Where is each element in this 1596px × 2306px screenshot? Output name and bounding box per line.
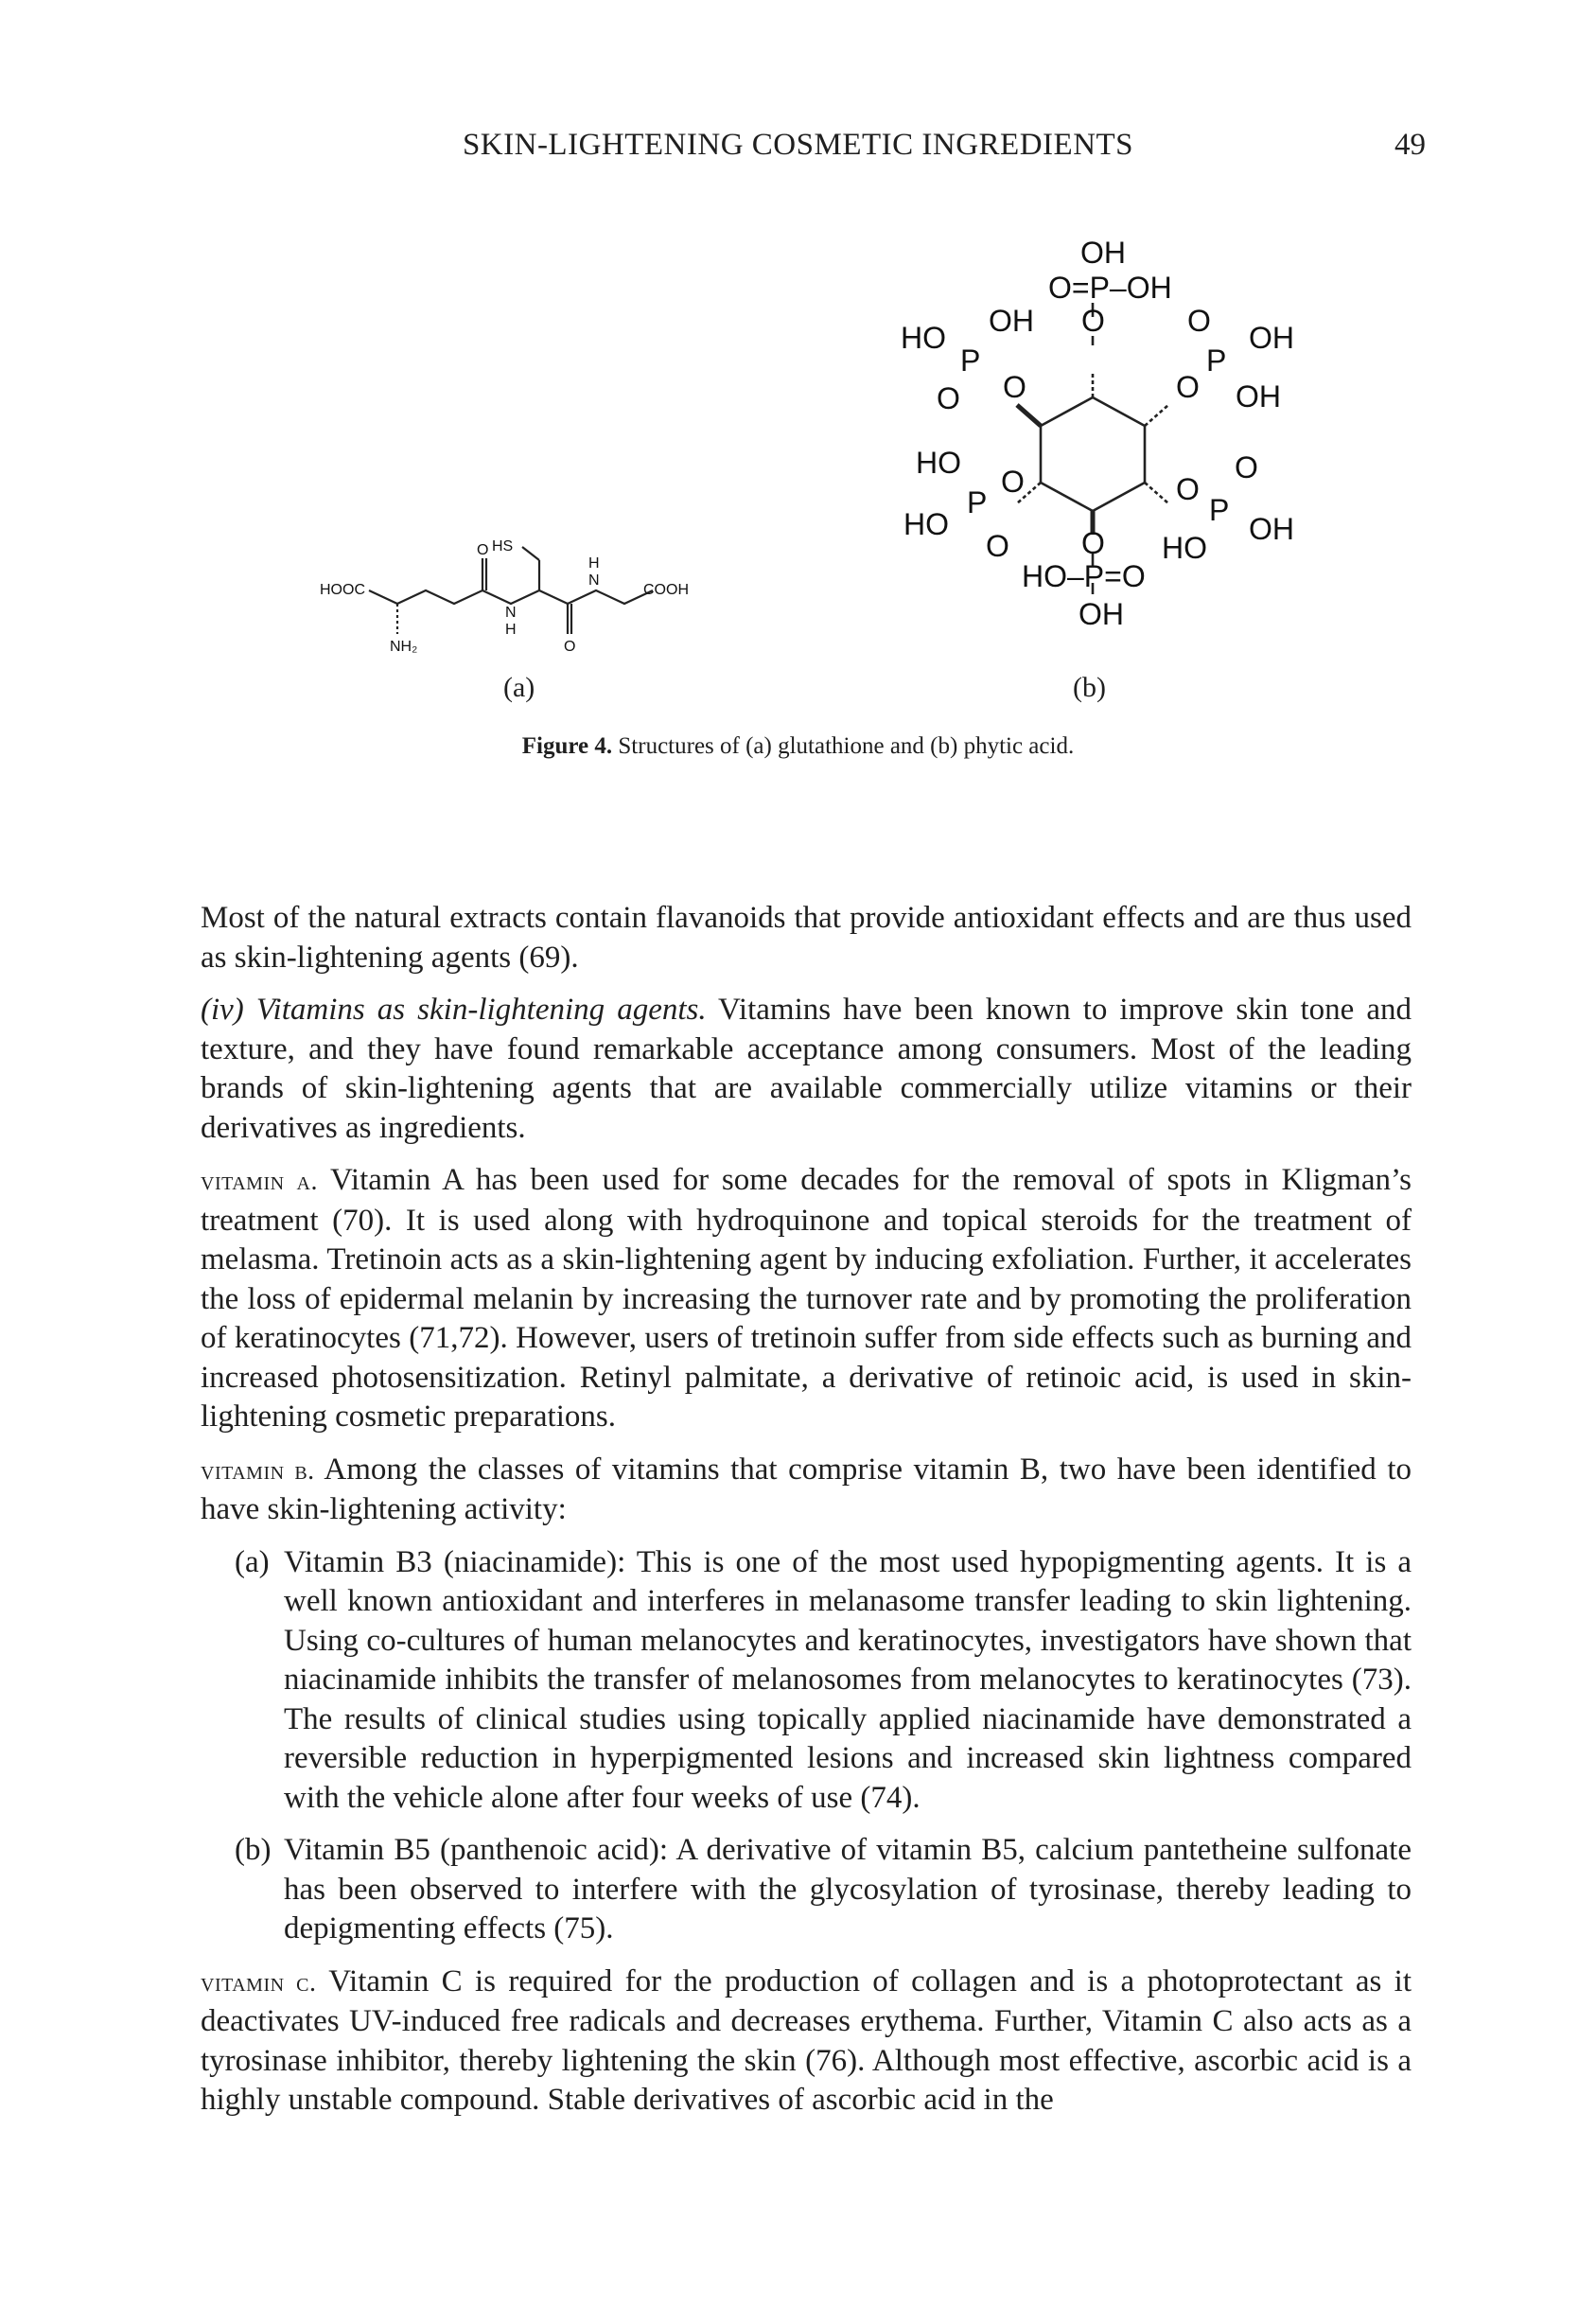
list-item-text: Vitamin B5 (panthenoic acid): A derivative of vitamin B5, calcium pantetheine sulfonate has been observed to interfere with the glycosylation of tyrosinase, thereby leading to depigmenting effects (75). [284, 1833, 1412, 1945]
heading-vitamin-a: vitamin a. [201, 1167, 318, 1196]
svg-text:O: O [1176, 472, 1200, 506]
svg-text:O: O [477, 542, 489, 558]
svg-text:COOH: COOH [643, 582, 689, 598]
page-number: 49 [1394, 128, 1426, 162]
paragraph-vitamin-a-text: Vitamin A has been used for some decades for the removal of spots in Kligman’s treatment (70). It is used along with hydroquinone and topical steroids for the treatment of melasma. Tretinoin acts as a skin-lightening agent by inducing exfoliation. Further, it accelerates the loss of epidermal melanin by increasing the turnover rate and by promoting the proliferation of keratinocytes (71,72). However, users of tretinoin suffer from side effects such as burning and increased photosensitization. Retinyl palmitate, a derivative of retinoic acid, is used in skin-lightening cosmetic preparations. [201, 1163, 1412, 1434]
paragraph-vitamin-a [201, 1161, 1412, 1437]
paragraph-vitamin-c [201, 1963, 1412, 2121]
svg-text:HO: HO [916, 446, 961, 480]
paragraph-natural-extracts: Most of the natural extracts contain flavanoids that provide antioxidant effects and are thus used as skin-lightening agents (69). [201, 901, 1412, 975]
svg-text:OH: OH [1236, 379, 1281, 414]
svg-text:O: O [1081, 526, 1105, 560]
svg-text:HOOC: HOOC [320, 582, 365, 598]
body-text [201, 899, 1412, 2134]
svg-text:P: P [1209, 493, 1230, 527]
svg-text:P: P [967, 485, 988, 519]
svg-text:O: O [1001, 465, 1025, 499]
svg-text:OH: OH [1249, 321, 1294, 355]
panel-b-label: (b) [1073, 672, 1106, 703]
svg-text:H: H [505, 622, 517, 638]
svg-text:P: P [1206, 343, 1227, 378]
paragraph-vitamins [201, 991, 1412, 1148]
list-item-text: Vitamin B3 (niacinamide): This is one of the most used hypopigmenting agents. It is a well known antioxidant and interferes in melanasome transfer leading to skin lightening. Using co-cultures of human melanocytes and keratinocytes, investigators have shown that niacinamide inhibits the transfer of melanosomes from melanocytes to keratinocytes (73). The results of clinical studies using topically applied niacinamide have demonstrated a reversible reduction in hyperpigmented lesions and increased skin lightness compared with the vehicle alone after four weeks of use (74). [284, 1544, 1412, 1815]
panel-a-label: (a) [503, 672, 535, 703]
svg-text:HO: HO [903, 507, 949, 541]
svg-text:OH: OH [1080, 236, 1126, 270]
paragraph-vitamins-text: Vitamins have been known to improve skin tone and texture, and they have found remarkable acceptance among consumers. Most of the leading brands of skin-lightening agents that are available commercially utilize vitamins or their derivatives as ingredients. [201, 993, 1412, 1145]
paragraph-vitamin-b-text: Among the classes of vitamins that comprise vitamin B, two have been identified to have skin-lightening activity: [201, 1452, 1412, 1526]
heading-vitamin-c: vitamin c. [201, 1967, 317, 1998]
caption-label: Figure 4. [521, 733, 613, 759]
svg-text:O: O [1187, 304, 1211, 338]
svg-text:O: O [986, 529, 1009, 563]
svg-text:O: O [1235, 450, 1258, 484]
glutathione-labels [320, 538, 689, 655]
vitamin-b-list [201, 1543, 1412, 1949]
list-item [201, 1543, 1412, 1819]
list-marker: (b) [235, 1833, 272, 1867]
running-header: SKIN-LIGHTENING COSMETIC INGREDIENTS [462, 128, 1134, 162]
svg-text:OH: OH [1249, 512, 1294, 546]
svg-text:O: O [1176, 370, 1200, 404]
svg-text:O: O [937, 381, 960, 415]
svg-text:HO–P=O: HO–P=O [1022, 559, 1146, 593]
list-marker: (a) [235, 1544, 270, 1579]
list-item [201, 1831, 1412, 1949]
svg-text:P: P [960, 343, 981, 378]
svg-text:OH: OH [989, 304, 1034, 338]
svg-text:O=P–OH: O=P–OH [1048, 271, 1172, 305]
svg-text:HS: HS [492, 538, 514, 554]
svg-text:HO: HO [901, 321, 946, 355]
paragraph-vitamin-b [201, 1451, 1412, 1530]
section-heading-vitamins: (iv) Vitamins as skin-lightening agents. [201, 993, 707, 1027]
heading-vitamin-b: vitamin b. [201, 1455, 315, 1486]
svg-text:OH: OH [1079, 597, 1124, 631]
caption-text: Structures of (a) glutathione and (b) phytic acid. [618, 733, 1075, 759]
svg-text:H: H [588, 555, 600, 572]
chemical-structures [0, 208, 1596, 795]
svg-text:O: O [1081, 304, 1105, 338]
figure-caption [0, 733, 1596, 760]
svg-text:HO: HO [1162, 531, 1207, 565]
figure-4 [0, 208, 1596, 795]
svg-text:O: O [564, 639, 576, 655]
svg-text:NH₂: NH₂ [390, 639, 418, 655]
phytic-acid-labels [901, 236, 1294, 631]
paragraph-vitamin-c-text: Vitamin C is required for the production of collagen and is a photoprotectant as it deactivates UV-induced free radicals and decreases erythema. Further, Vitamin C also acts as a tyrosinase inhibitor, thereby lightening the skin (76). Although most effective, ascorbic acid is a highly unstable compound. Stable derivatives of ascorbic acid in the [201, 1963, 1412, 2117]
svg-text:O: O [1003, 370, 1026, 404]
svg-text:N: N [505, 605, 517, 621]
svg-text:N: N [588, 572, 600, 589]
